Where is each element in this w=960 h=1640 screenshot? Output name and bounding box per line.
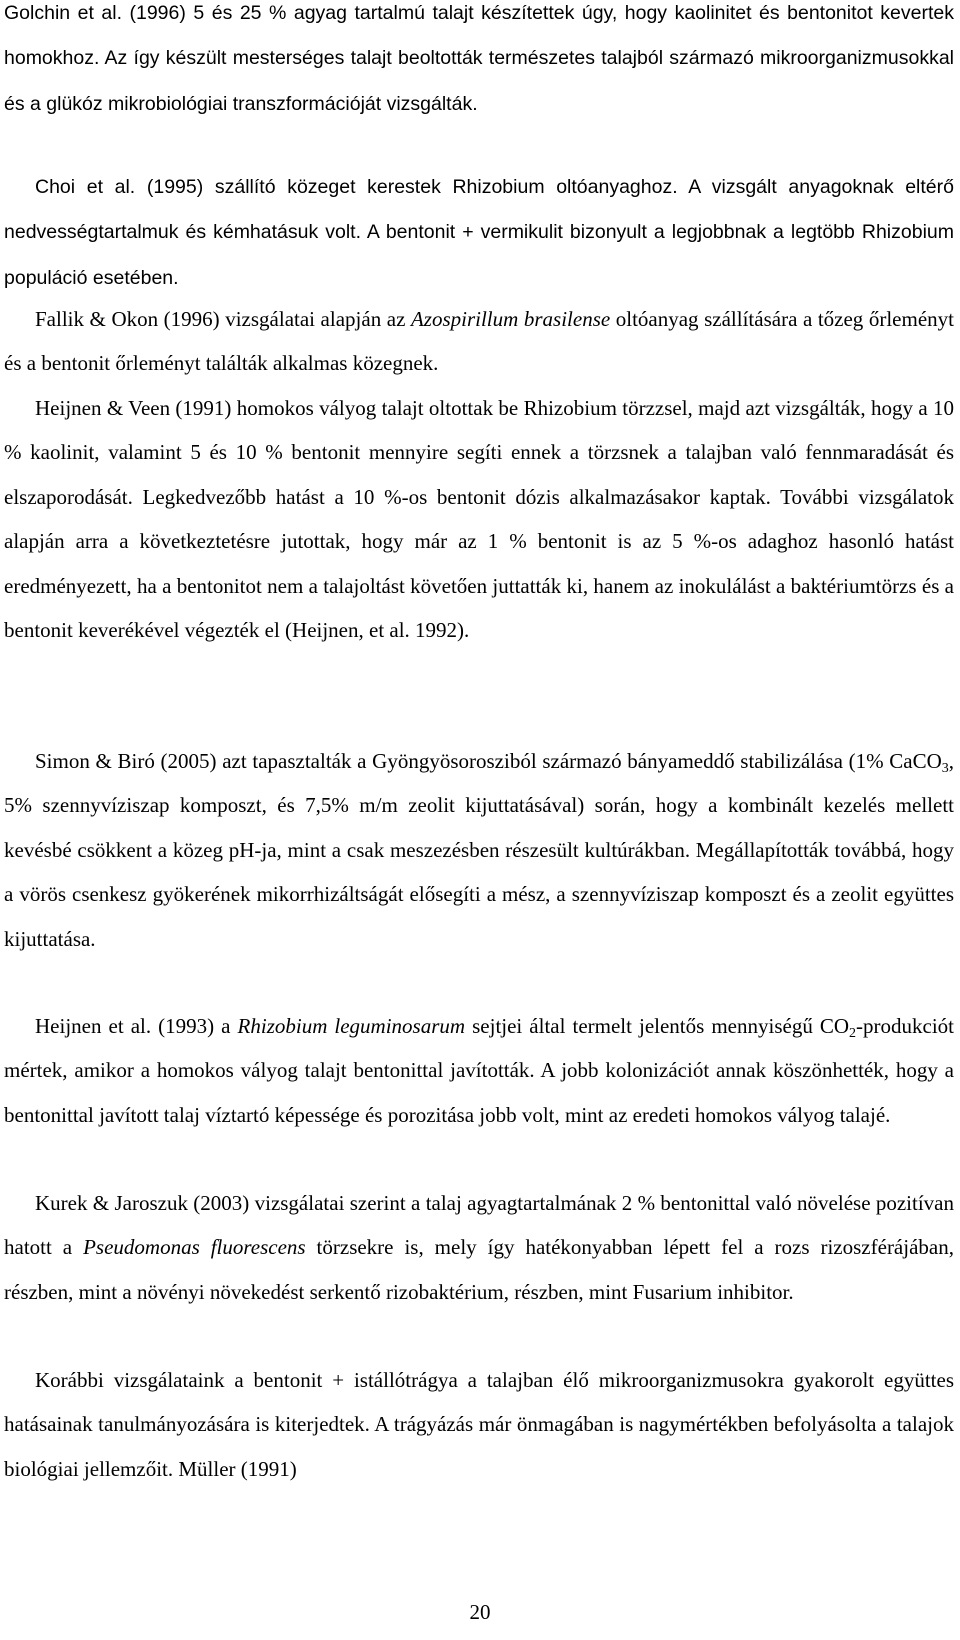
paragraph-text: Choi et al. (1995) szállító közeget kerestek Rhizobium oltóanyaghoz. A vizsgált anyagoknak eltérő nedvességtartalmuk és kémhatásuk volt. A bentonit + vermikulit bizonyult a legjobbnak a legtöbb Rhizobium populáció esetében. <box>4 176 954 289</box>
paragraph-text-end: , 5% szennyvíziszap komposzt, és 7,5% m/m zeolit kijuttatásával) során, hogy a kombinált kezelés mellett kevésbé csökkent a közeg pH-ja, mint a csak meszezésben részesült kultúrákban. Megállapították továbbá, hogy a vörös csenkesz gyökerének mikorrhizáltságát elősegíti a mész, a szennyvíziszap komposzt és a zeolit együttes kijuttatása. <box>4 749 954 951</box>
paragraph-text-start: Simon & Biró (2005) azt tapasztalták a Gyöngyösorosziból származó bányameddő stabilizálása (1% CaCO <box>35 749 942 773</box>
paragraph-choi <box>0 164 960 300</box>
paragraph-korabbi <box>0 1358 960 1491</box>
paragraph-text: Heijnen & Veen (1991) homokos vályog talajt oltottak be Rhizobium törzzsel, majd azt vizsgálták, hogy a 10 % kaolinit, valamint 5 és 10 % bentonit mennyire segíti ennek a törzsnek a talajban való fennmaradását és elszaporodását. Legkedvezőbb hatást a 10 %-os bentonit dózis alkalmazásakor kaptak. További vizsgálatok alapján arra a következtetésre jutottak, hogy már az 1 % bentonit is az 5 %-os adaghoz hasonló hatást eredményezett, ha a bentonitot nem a talajoltást követően juttatták ki, hanem az inokulálást a baktériumtörzs és a bentonit keverékével végezték el (Heijnen, et al. 1992). <box>4 396 954 643</box>
page-number: 20 <box>469 1600 491 1624</box>
species-name-italic: Azospirillum brasilense <box>410 307 611 331</box>
paragraph-text-start: Fallik & Okon (1996) vizsgálatai alapján az <box>35 307 411 331</box>
paragraph-text-end: oltóanyag szállítására a tőzeg őrleményt és a bentonit őrleményt találták alkalmas közegnek. <box>4 307 954 376</box>
paragraph-text: Golchin et al. (1996) 5 és 25 % agyag tartalmú talajt készítettek úgy, hogy kaolinitet és bentonitot kevertek homokhoz. Az így készült mesterséges talajt beoltották természetes talajból származó mikroorganizmusokkal és a glükóz mikrobiológiai transzformációját vizsgálták. <box>4 2 954 115</box>
subscript: 3 <box>941 761 949 776</box>
paragraph-heijnen-veen <box>0 386 960 652</box>
paragraph-fallik <box>0 297 960 386</box>
subscript: 2 <box>849 1026 857 1041</box>
paragraph-text-mid: sejtjei által termelt jelentős mennyiségű CO <box>465 1014 850 1038</box>
paragraph-kurek <box>0 1181 960 1314</box>
species-name-italic: Rhizobium leguminosarum <box>237 1014 466 1038</box>
paragraph-heijnen-1993 <box>0 1004 960 1137</box>
species-name-italic: Pseudomonas fluorescens <box>83 1235 306 1260</box>
paragraph-text: Korábbi vizsgálataink a bentonit + istállótrágya a talajban élő mikroorganizmusokra gyakorolt együttes hatásainak tanulmányozására is kiterjedtek. A trágyázás már önmagában is nagymértékben befolyásolta a talajok biológiai jellemzőit. Müller (1991) <box>4 1368 954 1481</box>
paragraph-text-end: törzsekre is, mely így hatékonyabban lépett fel a rozs rizoszférájában, részben, mint a növényi növekedést serkentő rizobaktérium, részben, mint Fusarium inhibitor. <box>4 1235 954 1304</box>
paragraph-simon-biro <box>0 739 960 961</box>
paragraph-text-end: -produkciót mértek, amikor a homokos vályog talajt bentonittal javították. A jobb kolonizációt annak köszönhették, hogy a bentonittal javított talaj víztartó képessége és porozitása jobb volt, mint az eredeti homokos vályog talajé. <box>4 1014 955 1127</box>
paragraph-text-start: Heijnen et al. (1993) a <box>35 1014 238 1038</box>
paragraph-golchin <box>0 0 960 126</box>
paragraph-text-start: Kurek & Jaroszuk (2003) vizsgálatai szerint a talaj agyagtartalmának 2 % bentonittal való növelése pozitívan hatott a <box>4 1191 954 1260</box>
